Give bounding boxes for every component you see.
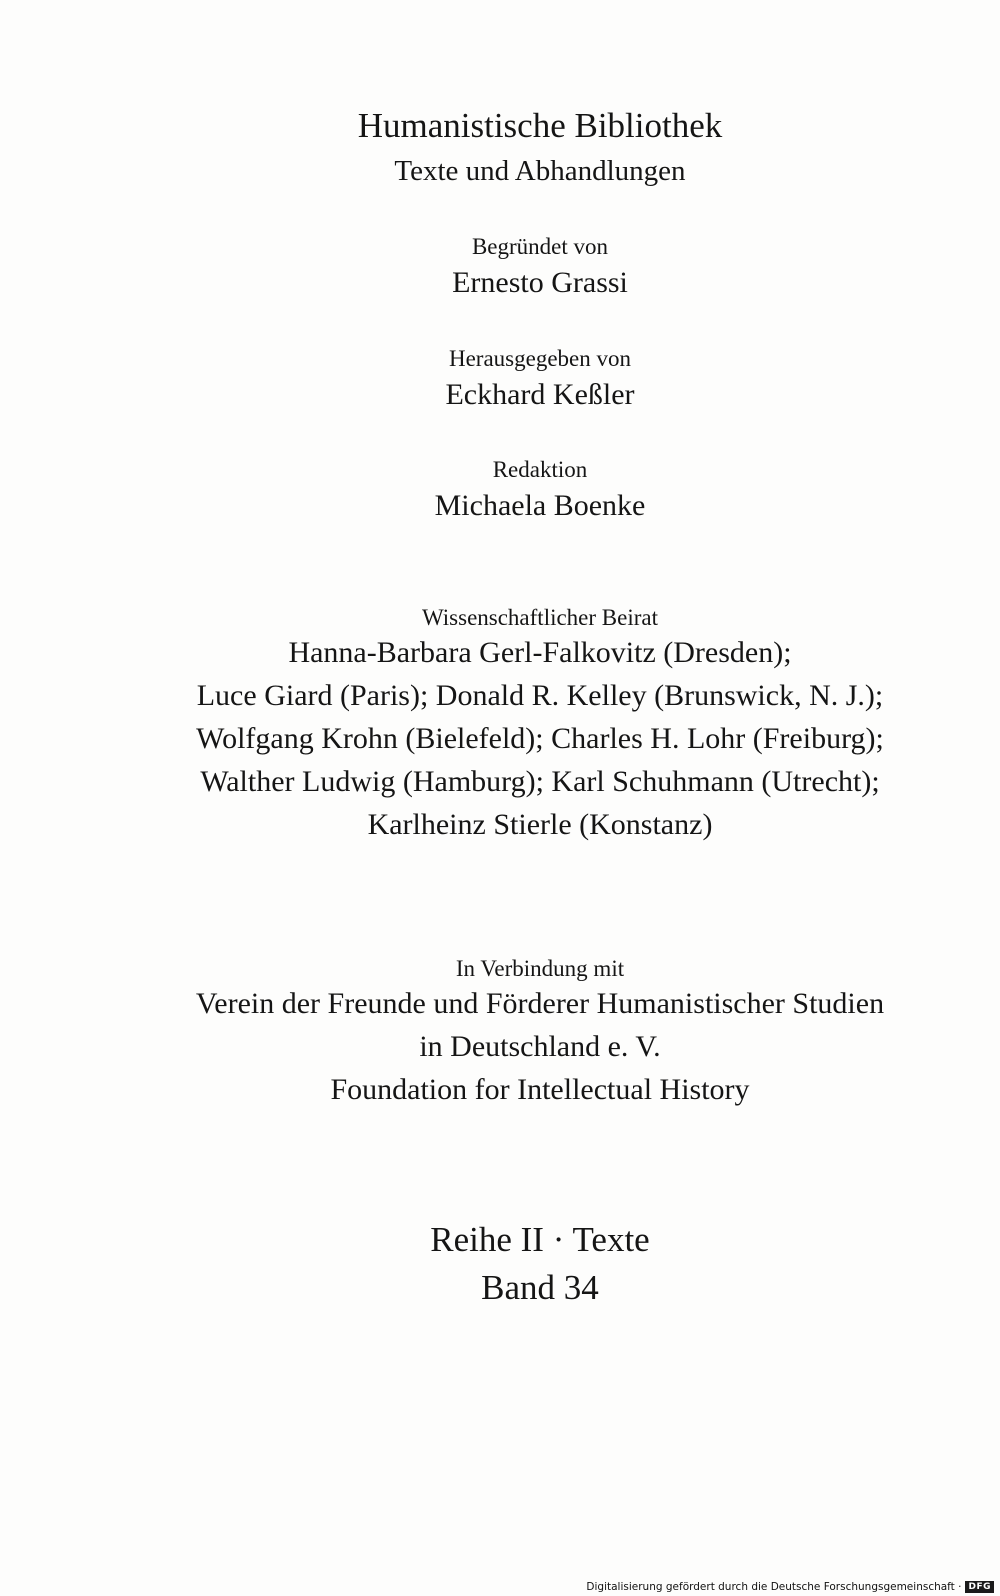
advisory-board-line: Walther Ludwig (Hamburg); Karl Schuhmann (Utrecht); [200,765,880,798]
volume-band: Band 34 [481,1268,599,1307]
advisory-board-line: Luce Giard (Paris); Donald R. Kelley (Brunswick, N. J.); [196,679,884,712]
association-line: in Deutschland e. V. [419,1030,661,1063]
volume-series: Reihe II · Texte [430,1220,650,1259]
footer-text: Digitalisierung gefördert durch die Deutsche Forschungsgemeinschaft · [586,1581,962,1593]
series-title: Humanistische Bibliothek [357,106,723,145]
editor-name: Eckhard Keßler [445,378,635,411]
association-label: In Verbindung mit [455,956,625,981]
editorial-name: Michaela Boenke [434,489,646,522]
advisory-board-label: Wissenschaftlicher Beirat [421,605,658,630]
digitization-footer [586,1581,994,1593]
editor-label: Herausgegeben von [448,346,631,371]
advisory-board-line: Hanna-Barbara Gerl-Falkovitz (Dresden); [288,636,792,669]
advisory-board-line: Karlheinz Stierle (Konstanz) [367,808,713,841]
series-subtitle: Texte und Abhandlungen [394,155,686,187]
association-line: Verein der Freunde und Förderer Humanistischer Studien [195,987,885,1020]
editorial-label: Redaktion [492,457,588,482]
association-line: Foundation for Intellectual History [330,1073,750,1106]
dfg-logo: DFG [965,1581,994,1593]
advisory-board-line: Wolfgang Krohn (Bielefeld); Charles H. Lohr (Freiburg); [196,722,884,755]
founder-name: Ernesto Grassi [452,266,628,299]
founder-label: Begründet von [471,234,609,259]
